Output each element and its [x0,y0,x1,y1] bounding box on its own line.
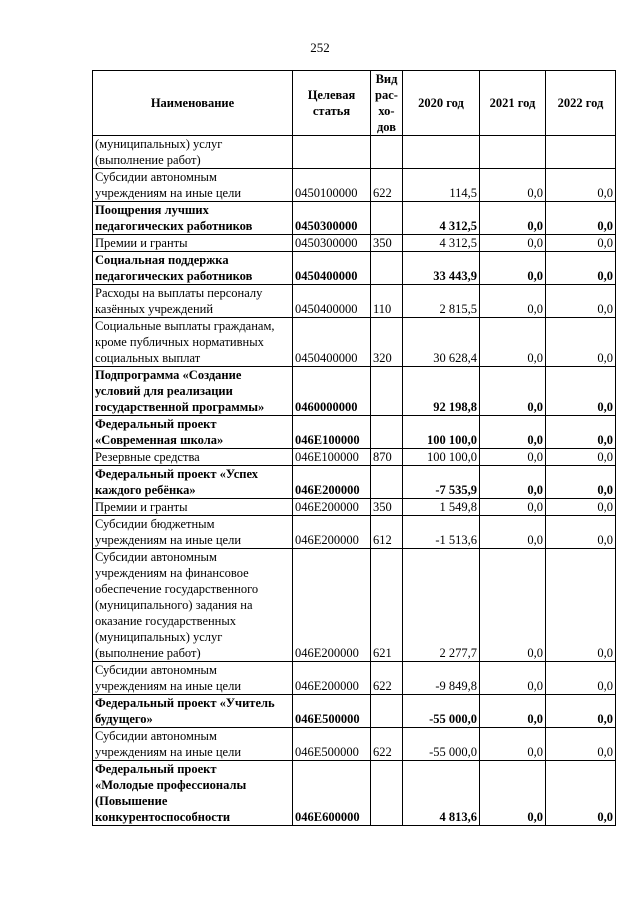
cell-name: Поощрения лучших педагогических работников [93,202,293,235]
cell-target-article [293,136,371,169]
cell-2022: 0,0 [546,466,616,499]
cell-target-article: 046E600000 [293,761,371,826]
cell-target-article: 046E200000 [293,662,371,695]
cell-name: Федеральный проект «Молодые профессионалы (Повышение конкурентоспособности [93,761,293,826]
header-expense-type: Вид рас- хо- дов [371,71,403,136]
cell-expense-type: 622 [371,169,403,202]
cell-2021: 0,0 [480,662,546,695]
table-row [93,695,616,728]
cell-target-article: 046E200000 [293,466,371,499]
cell-2022: 0,0 [546,728,616,761]
cell-name: Федеральный проект «Учитель будущего» [93,695,293,728]
cell-2020: 2 277,7 [403,549,480,662]
cell-name: Расходы на выплаты персоналу казённых учреждений [93,285,293,318]
cell-2021: 0,0 [480,466,546,499]
cell-2022: 0,0 [546,367,616,416]
cell-name: Субсидии автономным учреждениям на финансовое обеспечение государственного (муниципального) задания на оказание государственных (муниципальных) услуг (выполнение работ) [93,549,293,662]
table-row [93,662,616,695]
table-row [93,235,616,252]
table-row [93,318,616,367]
cell-2021: 0,0 [480,499,546,516]
cell-expense-type: 622 [371,728,403,761]
cell-target-article: 046E200000 [293,516,371,549]
cell-2020: -7 535,9 [403,466,480,499]
cell-2021: 0,0 [480,235,546,252]
cell-expense-type [371,416,403,449]
cell-2022: 0,0 [546,662,616,695]
cell-expense-type [371,367,403,416]
cell-expense-type: 350 [371,235,403,252]
cell-2022: 0,0 [546,235,616,252]
cell-name: Социальная поддержка педагогических работников [93,252,293,285]
cell-2020: 100 100,0 [403,416,480,449]
cell-name: Субсидии бюджетным учреждениям на иные цели [93,516,293,549]
cell-expense-type [371,466,403,499]
cell-2022: 0,0 [546,202,616,235]
cell-2021: 0,0 [480,728,546,761]
table-row [93,466,616,499]
cell-name: Субсидии автономным учреждениям на иные цели [93,169,293,202]
header-year-2020: 2020 год [403,71,480,136]
table-row [93,252,616,285]
cell-target-article: 046E200000 [293,499,371,516]
cell-2020: 92 198,8 [403,367,480,416]
cell-2022 [546,136,616,169]
cell-2020: -55 000,0 [403,728,480,761]
table-row [93,202,616,235]
cell-name: Федеральный проект «Успех каждого ребёнка» [93,466,293,499]
cell-2022: 0,0 [546,252,616,285]
cell-2022: 0,0 [546,169,616,202]
table-row [93,516,616,549]
cell-expense-type: 320 [371,318,403,367]
page-number: 252 [310,40,330,55]
cell-2021: 0,0 [480,695,546,728]
cell-expense-type: 612 [371,516,403,549]
cell-target-article: 046E500000 [293,695,371,728]
cell-target-article: 0460000000 [293,367,371,416]
table-row [93,761,616,826]
cell-expense-type: 350 [371,499,403,516]
cell-target-article: 046E100000 [293,416,371,449]
cell-2020: 30 628,4 [403,318,480,367]
cell-2021: 0,0 [480,285,546,318]
cell-2021: 0,0 [480,516,546,549]
cell-target-article: 0450400000 [293,252,371,285]
table-row [93,449,616,466]
cell-target-article: 0450100000 [293,169,371,202]
cell-2022: 0,0 [546,449,616,466]
cell-2021: 0,0 [480,318,546,367]
cell-expense-type: 621 [371,549,403,662]
cell-2021: 0,0 [480,549,546,662]
cell-2022: 0,0 [546,516,616,549]
table-row [93,549,616,662]
cell-expense-type [371,252,403,285]
table-row [93,169,616,202]
cell-2020: 4 312,5 [403,235,480,252]
table-row [93,728,616,761]
cell-name: Социальные выплаты гражданам, кроме публичных нормативных социальных выплат [93,318,293,367]
cell-2021: 0,0 [480,761,546,826]
table-row [93,285,616,318]
cell-2022: 0,0 [546,318,616,367]
cell-2022: 0,0 [546,499,616,516]
cell-2020: 33 443,9 [403,252,480,285]
cell-2022: 0,0 [546,285,616,318]
header-year-2021: 2021 год [480,71,546,136]
cell-2022: 0,0 [546,416,616,449]
cell-expense-type [371,202,403,235]
cell-expense-type: 870 [371,449,403,466]
cell-2021: 0,0 [480,367,546,416]
cell-target-article: 0450300000 [293,235,371,252]
cell-2020 [403,136,480,169]
cell-2021: 0,0 [480,202,546,235]
cell-expense-type: 622 [371,662,403,695]
cell-2020: 1 549,8 [403,499,480,516]
table-row [93,367,616,416]
cell-name: Премии и гранты [93,499,293,516]
cell-target-article: 0450300000 [293,202,371,235]
cell-2021: 0,0 [480,449,546,466]
table-header-row [93,71,616,136]
cell-2020: 4 813,6 [403,761,480,826]
cell-expense-type [371,695,403,728]
cell-name: Субсидии автономным учреждениям на иные цели [93,662,293,695]
table-row [93,416,616,449]
cell-name: Резервные средства [93,449,293,466]
cell-target-article: 046E500000 [293,728,371,761]
cell-expense-type [371,761,403,826]
cell-expense-type: 110 [371,285,403,318]
cell-target-article: 0450400000 [293,318,371,367]
table-body [93,136,616,826]
cell-2022: 0,0 [546,761,616,826]
cell-2020: -55 000,0 [403,695,480,728]
cell-2021: 0,0 [480,169,546,202]
cell-name: Федеральный проект «Современная школа» [93,416,293,449]
cell-name: Премии и гранты [93,235,293,252]
cell-2020: 4 312,5 [403,202,480,235]
cell-name: Субсидии автономным учреждениям на иные цели [93,728,293,761]
header-name: Наименование [93,71,293,136]
cell-target-article: 0450400000 [293,285,371,318]
table-row [93,136,616,169]
cell-target-article: 046E200000 [293,549,371,662]
cell-2020: 114,5 [403,169,480,202]
cell-2022: 0,0 [546,695,616,728]
cell-2020: -1 513,6 [403,516,480,549]
cell-2021: 0,0 [480,416,546,449]
cell-name: (муниципальных) услуг (выполнение работ) [93,136,293,169]
header-year-2022: 2022 год [546,71,616,136]
cell-target-article: 046E100000 [293,449,371,466]
cell-name: Подпрограмма «Создание условий для реализации государственной программы» [93,367,293,416]
header-target-article: Целевая статья [293,71,371,136]
cell-2022: 0,0 [546,549,616,662]
cell-2021: 0,0 [480,252,546,285]
cell-2020: -9 849,8 [403,662,480,695]
cell-2020: 100 100,0 [403,449,480,466]
cell-2021 [480,136,546,169]
table-row [93,499,616,516]
cell-expense-type [371,136,403,169]
budget-table [92,70,616,826]
cell-2020: 2 815,5 [403,285,480,318]
